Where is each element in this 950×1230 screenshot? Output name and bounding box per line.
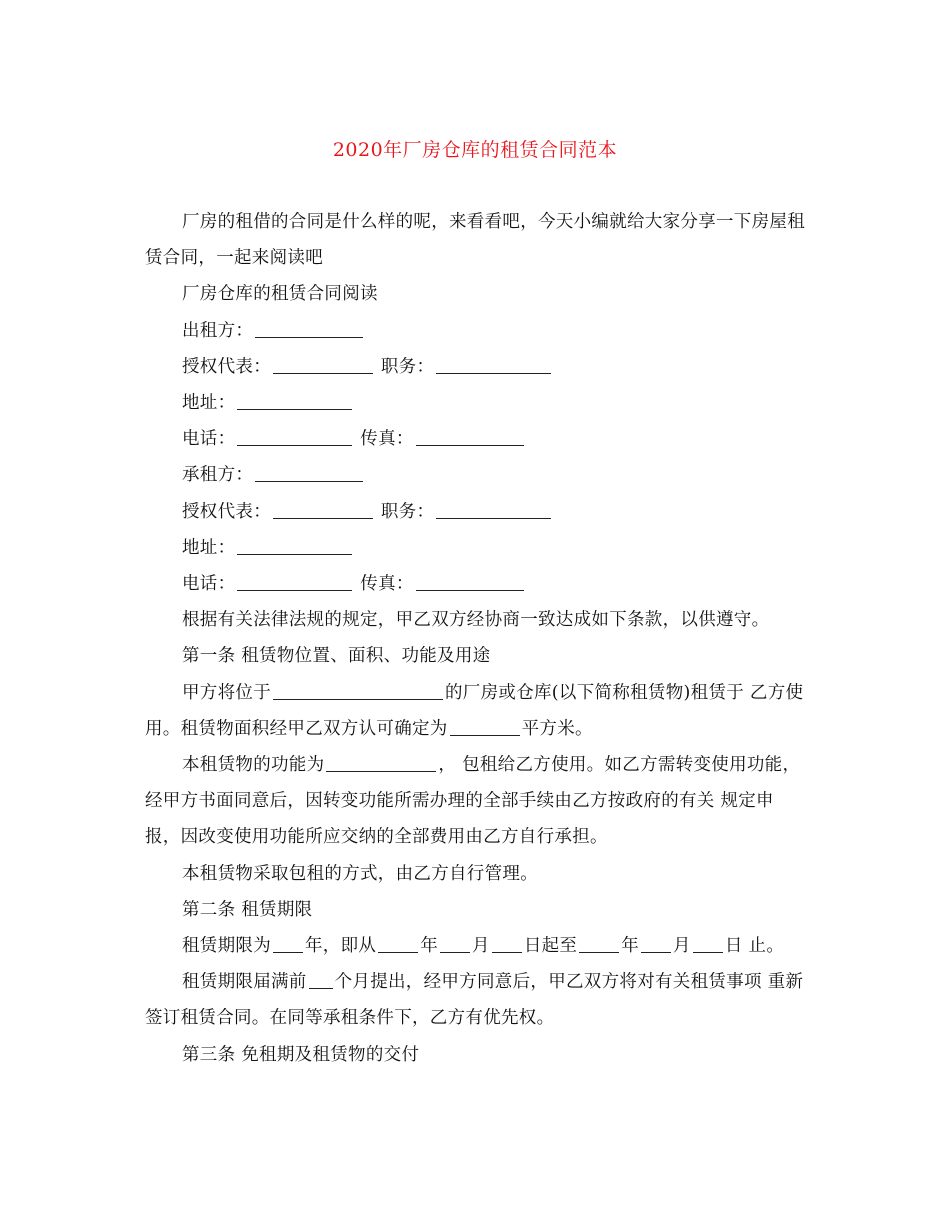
start-month-blank[interactable] [440,934,470,953]
fax-blank[interactable] [416,572,524,591]
article2-paragraph2 [145,964,805,1036]
lessor-phone-line [145,421,805,457]
text-segment: 的厂房或仓库(以下简称租赁物)租赁于 乙方使用。租赁物面积经甲乙双方认可确定为 [145,682,804,739]
position-blank[interactable] [436,500,551,519]
article2-paragraph1 [145,928,805,964]
rep-label: 授权代表： [182,501,271,522]
years-blank[interactable] [273,934,303,953]
end-year-blank[interactable] [579,934,619,953]
position-label: 职务： [380,501,435,522]
lessor-address-line [145,385,805,421]
address-label: 地址： [182,537,236,558]
article1-heading: 第一条 租赁物位置、面积、功能及用途 [182,646,491,667]
text-segment: 本租赁物的功能为 [182,755,325,776]
text-segment: ， 包租给乙方使用。如乙方需转变使用功能，经甲方书面同意后，因转变功能所需办理的全部手续由乙方按政府的有关 规定申报，因改变使用功能所应交纳的全部费用由乙方自行承担。 [145,755,801,848]
rep-label: 授权代表： [182,356,271,377]
text-segment: 月 [673,936,691,957]
address-label: 地址： [182,393,236,414]
text-segment: 甲方将位于 [182,682,271,703]
start-day-blank[interactable] [492,934,522,953]
text-segment: 年 [621,936,640,957]
phone-blank[interactable] [237,572,352,591]
function-blank[interactable] [326,753,436,772]
intro-paragraph: 厂房的租借的合同是什么样的呢，来看看吧，今天小编就给大家分享一下房屋租赁合同，一起来阅读吧 [145,212,805,269]
fax-blank[interactable] [416,427,524,446]
lessee-blank[interactable] [255,463,363,482]
position-blank[interactable] [436,355,551,374]
end-month-blank[interactable] [641,934,671,953]
rep-blank[interactable] [273,355,373,374]
text-segment: 年，即从 [305,936,377,957]
lessee-address-line [145,530,805,566]
lessor-label: 出租方： [182,320,254,341]
text-segment: 租赁期限届满前 [182,972,307,993]
address-blank[interactable] [237,391,352,410]
address-blank[interactable] [237,536,352,555]
document-body [145,204,805,1073]
fax-label: 传真： [360,429,414,450]
article3-heading: 第三条 免租期及租赁物的交付 [182,1044,420,1065]
lessor-blank[interactable] [255,319,363,338]
text-segment: 日 止。 [724,936,785,957]
text-segment: 日起至 [523,936,578,957]
fax-label: 传真： [360,574,414,595]
text-segment: 平方米。 [521,718,593,739]
intro-subtitle: 厂房仓库的租赁合同阅读 [182,284,378,305]
location-blank[interactable] [273,681,443,700]
text-segment: 年 [420,936,439,957]
article2-heading: 第二条 租赁期限 [182,899,313,920]
document-title: 2020年厂房仓库的租赁合同范本 [332,139,618,161]
text-segment: 个月提出，经甲方同意后，甲乙双方将对有关租赁事项 重新签订租赁合同。在同等承租条件下，乙方有优先权。 [145,972,804,1029]
lessee-phone-line [145,566,805,602]
position-label: 职务： [380,356,435,377]
article1-paragraph2 [145,747,805,856]
text-segment: 月 [472,936,490,957]
lessee-label: 承租方： [182,465,254,486]
rep-blank[interactable] [273,500,373,519]
text-segment: 租赁期限为 [182,936,271,957]
phone-blank[interactable] [237,427,352,446]
article1-paragraph3: 本租赁物采取包租的方式，由乙方自行管理。 [182,863,538,884]
lessor-rep-line [145,349,805,385]
lessor-line [145,313,805,349]
phone-label: 电话： [182,574,236,595]
months-blank[interactable] [309,970,333,989]
start-year-blank[interactable] [378,934,418,953]
end-day-blank[interactable] [693,934,723,953]
lessee-line [145,457,805,493]
area-blank[interactable] [450,717,520,736]
agreement-paragraph: 根据有关法律法规的规定，甲乙双方经协商一致达成如下条款，以供遵守。 [182,610,770,631]
lessee-rep-line [145,494,805,530]
phone-label: 电话： [182,429,236,450]
article1-paragraph1 [145,675,805,747]
